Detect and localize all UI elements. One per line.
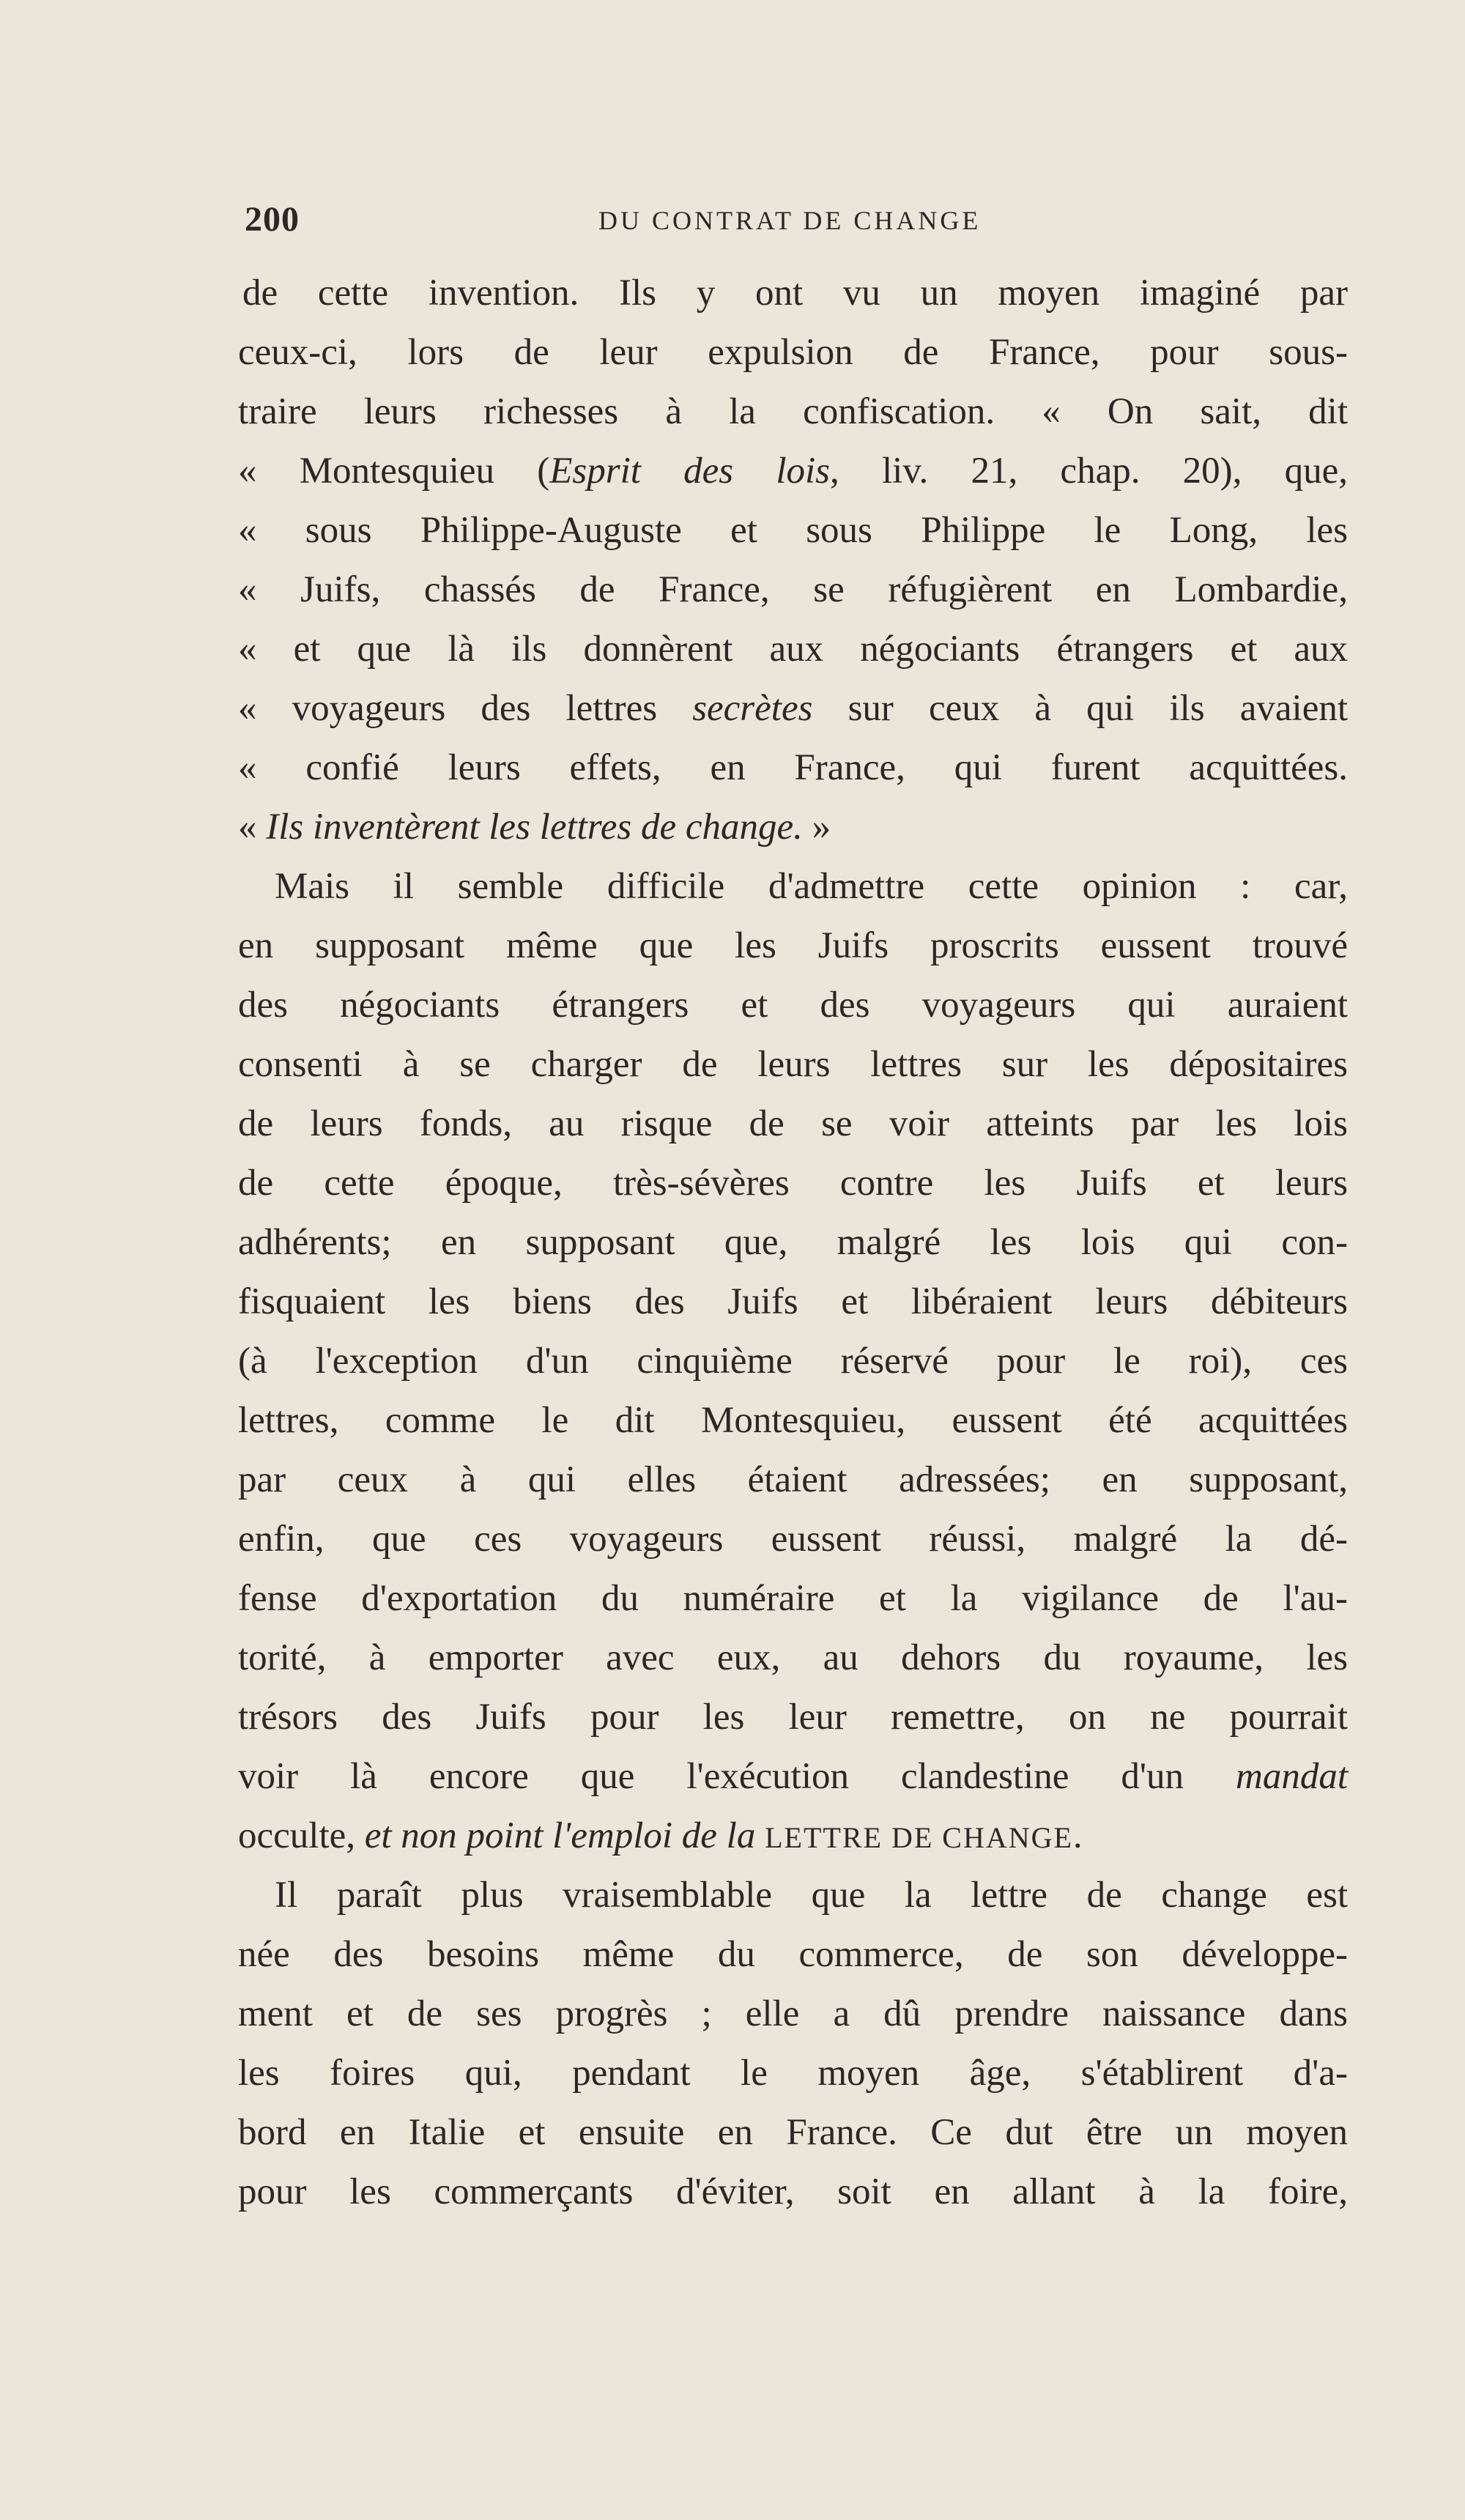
text-line: fisquaient les biens des Juifs et libéraient leurs débiteurs (238, 1281, 1348, 1322)
text-line: ceux-ci, lors de leur expulsion de France, pour sous- (238, 332, 1348, 373)
text-line: de cette époque, très-sévères contre les Juifs et leurs (238, 1163, 1348, 1204)
text-line: « confié leurs effets, en France, qui furent acquittées. (238, 747, 1348, 788)
text-line: (à l'exception d'un cinquième réservé pour le roi), ces (238, 1341, 1348, 1382)
text-line: en supposant même que les Juifs proscrits eussent trouvé (238, 925, 1348, 966)
text-line: de cette invention. Ils y ont vu un moyen imaginé par (242, 273, 1348, 314)
text-line: de leurs fonds, au risque de se voir atteints par les lois (238, 1103, 1348, 1144)
text-line: « sous Philippe-Auguste et sous Philippe le Long, les (238, 510, 1348, 551)
page-number: 200 (245, 200, 300, 239)
text-line: bord en Italie et ensuite en France. Ce dut être un moyen (238, 2112, 1348, 2153)
body-text (238, 264, 1348, 2222)
text-line: « et que là ils donnèrent aux négociants étrangers et aux (238, 629, 1348, 670)
text-line: pour les commerçants d'éviter, soit en allant à la foire, (238, 2171, 1348, 2212)
text-line: « Montesquieu (Esprit des lois, liv. 21, chap. 20), que, (238, 451, 1349, 492)
text-line: « Ils inventèrent les lettres de change. » (238, 807, 831, 848)
text-line: consenti à se charger de leurs lettres sur les dépositaires (238, 1044, 1348, 1085)
text-line: par ceux à qui elles étaient adressées; en supposant, (238, 1459, 1348, 1500)
text-line: torité, à emporter avec eux, au dehors du royaume, les (238, 1637, 1348, 1678)
text-line: « voyageurs des lettres secrètes sur ceux à qui ils avaient (238, 688, 1349, 729)
text-line: née des besoins même du commerce, de son développe- (238, 1934, 1348, 1975)
text-line: des négociants étrangers et des voyageurs qui auraient (238, 985, 1348, 1026)
text-line: ment et de ses progrès ; elle a dû prendre naissance dans (238, 1993, 1348, 2034)
page-header (234, 199, 1406, 251)
text-line: Il paraît plus vraisemblable que la lettre de change est (275, 1875, 1348, 1916)
text-line: Mais il semble difficile d'admettre cette opinion : car, (275, 866, 1348, 907)
running-head: DU CONTRAT DE CHANGE (598, 206, 982, 235)
text-line: « Juifs, chassés de France, se réfugièrent en Lombardie, (238, 569, 1348, 610)
text-line: lettres, comme le dit Montesquieu, eussent été acquittées (238, 1400, 1348, 1441)
text-line: fense d'exportation du numéraire et la vigilance de l'au- (238, 1578, 1348, 1619)
text-line: trésors des Juifs pour les leur remettre, on ne pourrait (238, 1697, 1348, 1738)
text-line: occulte, et non point l'emploi de la LETTRE DE CHANGE. (238, 1815, 1083, 1856)
text-line: enfin, que ces voyageurs eussent réussi, malgré la dé- (238, 1519, 1348, 1560)
text-line: voir là encore que l'exécution clandestine d'un mandat (238, 1756, 1348, 1797)
text-line: adhérents; en supposant que, malgré les lois qui con- (238, 1222, 1348, 1263)
text-line: traire leurs richesses à la confiscation. « On sait, dit (238, 391, 1348, 432)
text-line: les foires qui, pendant le moyen âge, s'établirent d'a- (238, 2053, 1348, 2094)
